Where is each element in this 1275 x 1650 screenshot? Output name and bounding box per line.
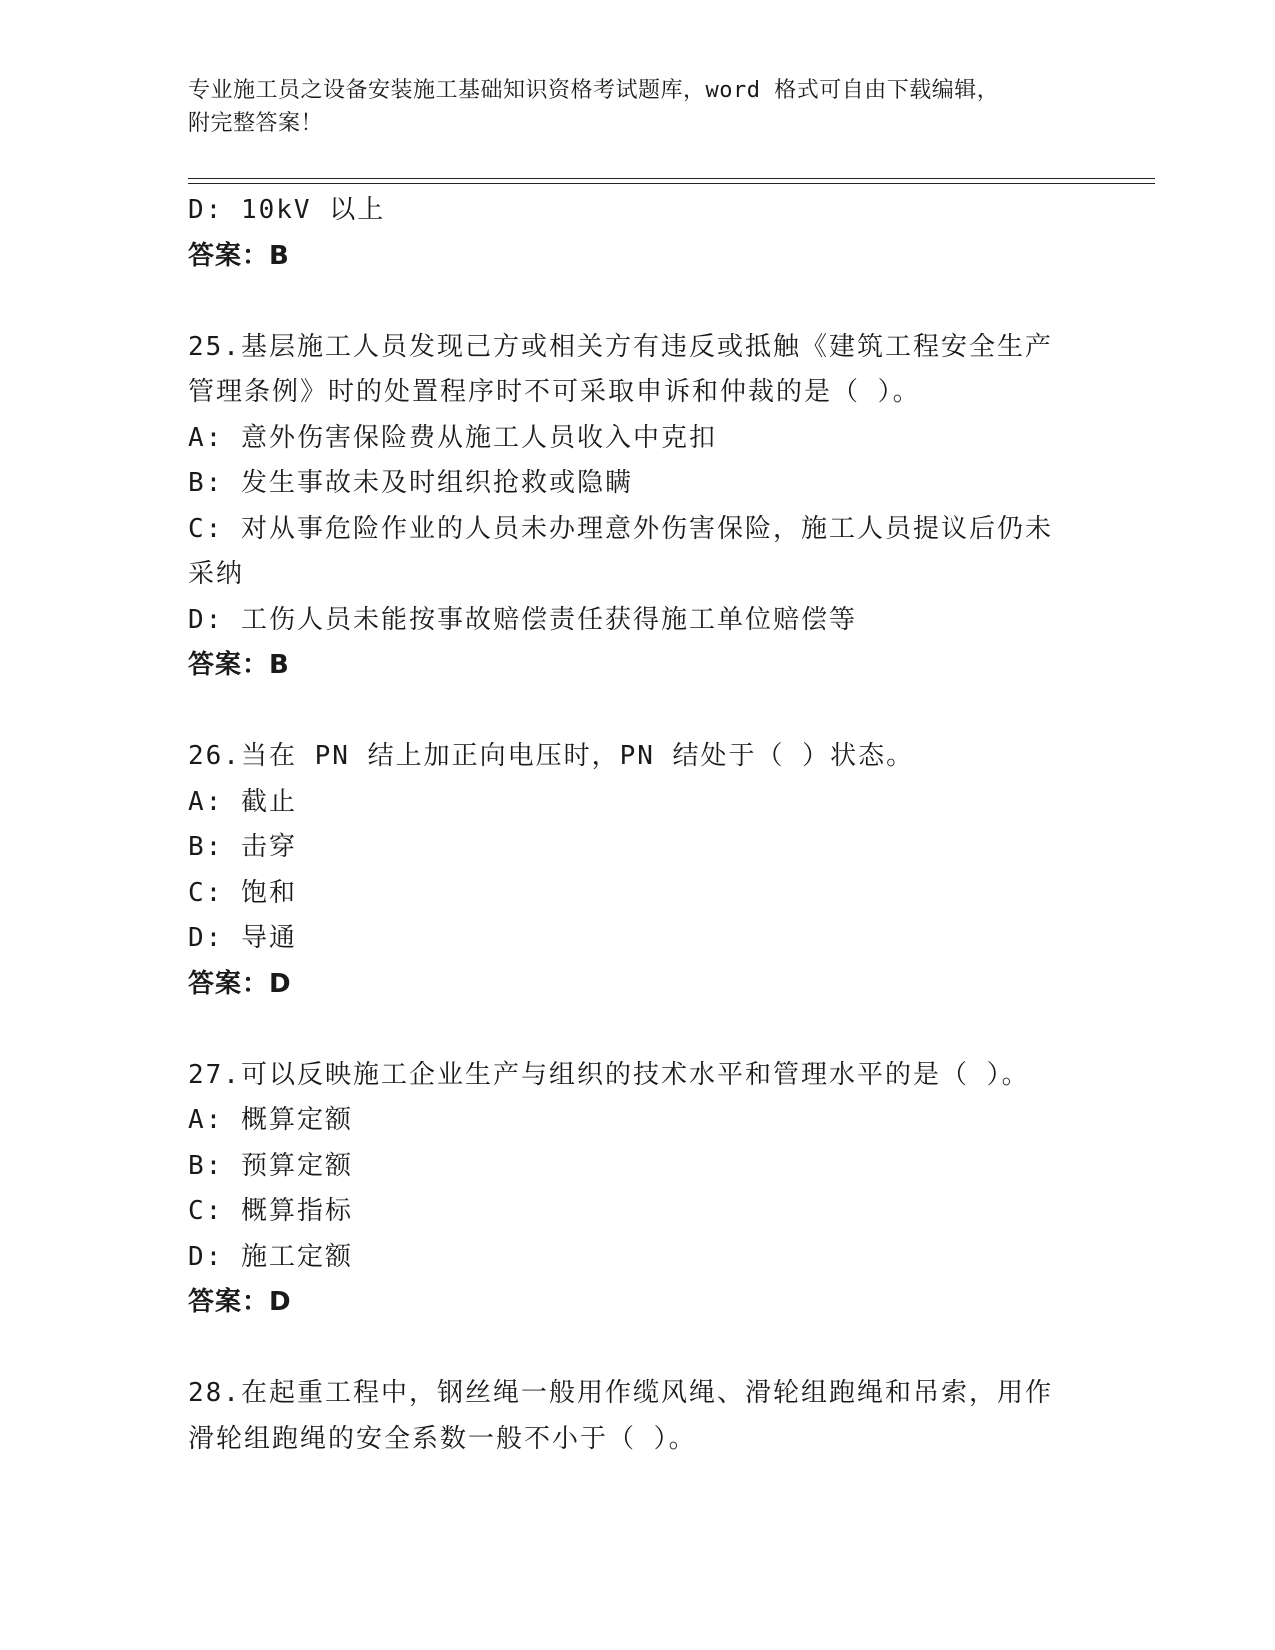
spacer [188,1007,1088,1053]
option-c: C: 饱和 [188,877,297,908]
question-text: 25.基层施工人员发现己方或相关方有违反或抵触《建筑工程安全生产 [188,331,1053,362]
header-divider-bottom [188,183,1155,184]
option-d: D: 工伤人员未能按事故赔偿责任获得施工单位赔偿等 [188,604,857,635]
option-b: B: 击穿 [188,832,297,862]
question-26 [188,734,1088,1007]
option-d: D: 施工定额 [188,1241,353,1272]
answer-line: 答案：B [188,240,290,271]
question-25 [188,325,1088,689]
spacer [188,689,1088,735]
question-text: 管理条例》时的处置程序时不可采取申诉和仲裁的是（ ）。 [188,377,921,407]
question-27 [188,1053,1088,1326]
option-a: A: 截止 [188,786,297,817]
question-list [188,188,1088,1462]
option-c-continued: 采纳 [188,559,245,589]
question-text: 27.可以反映施工企业生产与组织的技术水平和管理水平的是（ ）。 [188,1059,1030,1090]
option-d: D: 导通 [188,923,297,953]
option-b: B: 发生事故未及时组织抢救或隐瞒 [188,468,633,498]
header-divider-top [188,178,1155,179]
option-c: C: 对从事危险作业的人员未办理意外伤害保险，施工人员提议后仍未 [188,513,1053,544]
option-b: B: 预算定额 [188,1150,353,1181]
question-text: 26.当在 PN 结上加正向电压时，PN 结处于（ ）状态。 [188,741,915,771]
answer-line: 答案：B [188,650,290,680]
page-header [188,74,1068,140]
question-text: 滑轮组跑绳的安全系数一般不小于（ ）。 [188,1423,697,1454]
answer-line: 答案：D [188,1287,292,1317]
header-title-line-2: 附完整答案！ [188,111,324,136]
spacer [188,1326,1088,1372]
option-d: D: 10kV 以上 [188,195,386,225]
question-28 [188,1371,1088,1462]
answer-line: 答案：D [188,968,292,999]
spacer [188,279,1088,325]
option-a: A: 意外伤害保险费从施工人员收入中克扣 [188,422,717,453]
previous-question-tail [188,188,1088,279]
option-c: C: 概算指标 [188,1196,353,1226]
option-a: A: 概算定额 [188,1105,353,1135]
header-title-line-1: 专业施工员之设备安装施工基础知识资格考试题库，word 格式可自由下载编辑， [188,78,1000,103]
question-text: 28.在起重工程中，钢丝绳一般用作缆风绳、滑轮组跑绳和吊索，用作 [188,1378,1053,1408]
